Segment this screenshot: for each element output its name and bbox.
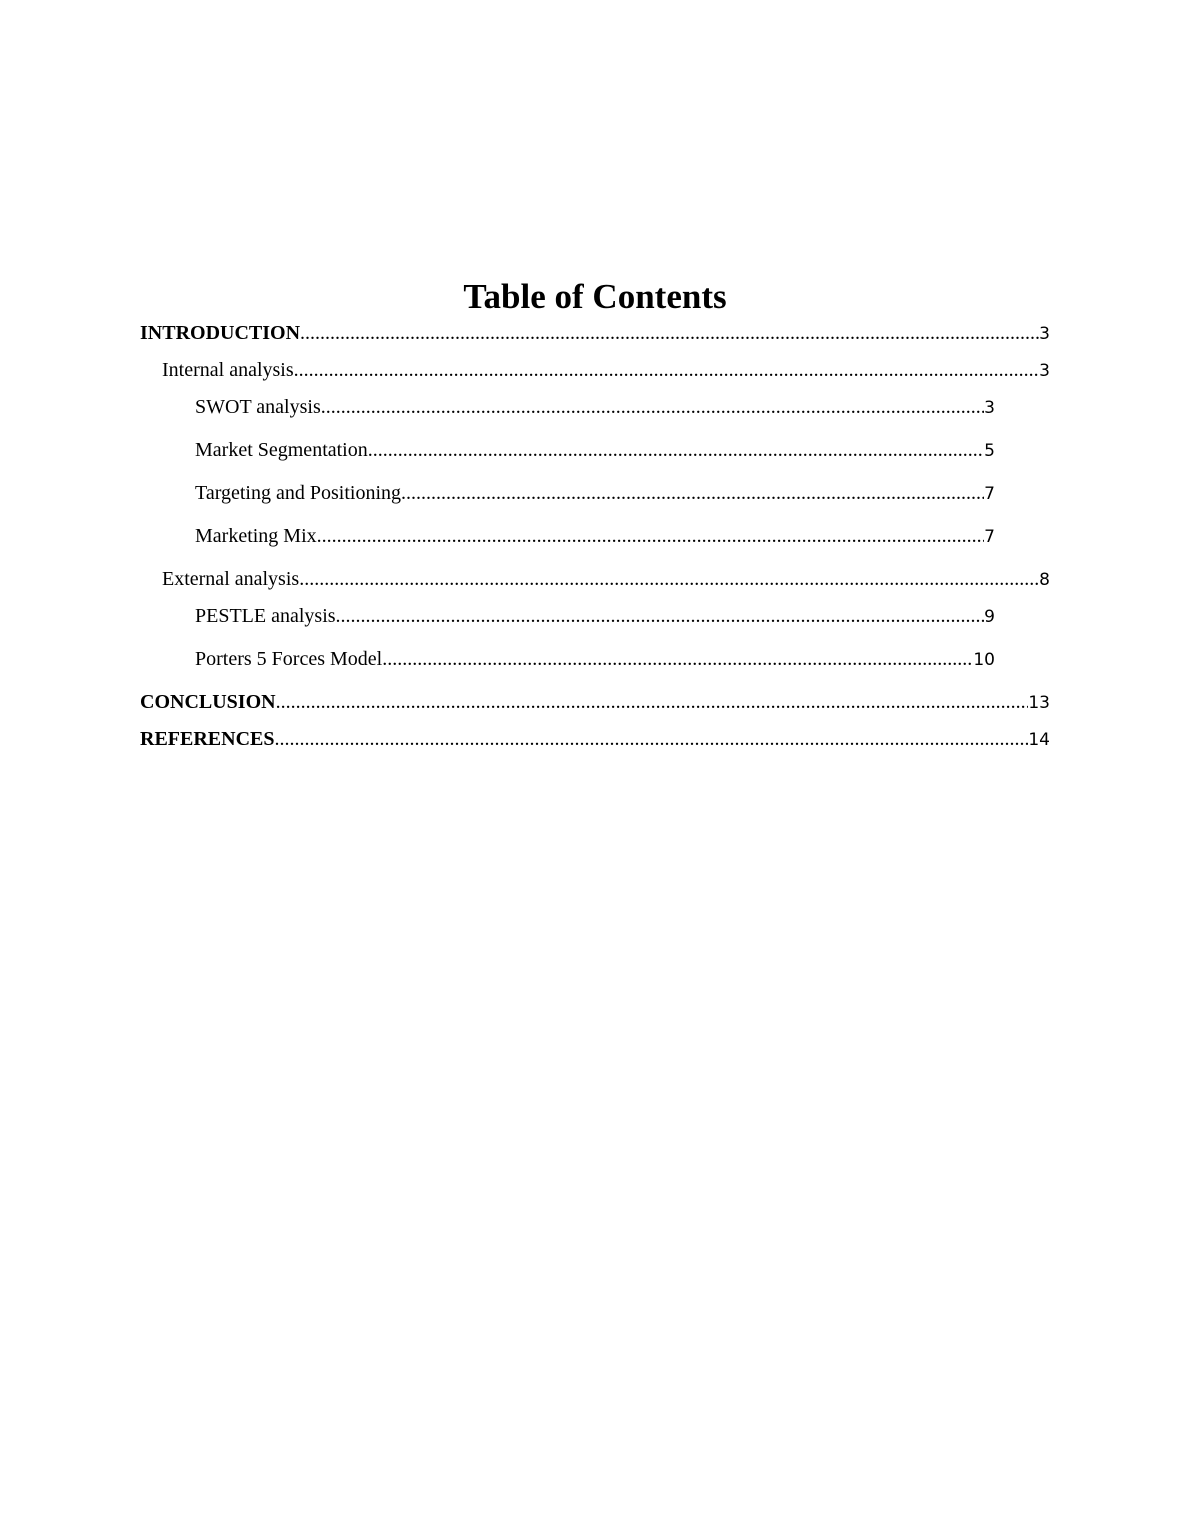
toc-page-number: 9 — [984, 607, 995, 627]
toc-entry-conclusion[interactable] — [140, 689, 1050, 715]
toc-page-number: 3 — [1039, 324, 1050, 344]
toc-entry-label: REFERENCES — [140, 728, 275, 750]
toc-entry-swot-analysis[interactable] — [195, 394, 995, 420]
toc-page-number: 8 — [1039, 570, 1050, 590]
toc-entry-external-analysis[interactable] — [162, 566, 1050, 592]
toc-dot-leader — [401, 480, 984, 506]
toc-entry-label: CONCLUSION — [140, 691, 276, 713]
toc-dot-leader — [336, 603, 985, 629]
toc-entry-introduction[interactable] — [140, 320, 1050, 346]
toc-entry-marketing-mix[interactable] — [195, 523, 995, 549]
toc-page-number: 14 — [1028, 730, 1050, 750]
toc-page-number: 3 — [1039, 361, 1050, 381]
toc-title: Table of Contents — [463, 277, 727, 316]
toc-entry-label: Porters 5 Forces Model — [195, 648, 383, 670]
toc-dot-leader — [317, 523, 985, 549]
toc-entry-label: SWOT analysis — [195, 396, 321, 418]
toc-entry-porters-5-forces[interactable] — [195, 646, 995, 672]
toc-dot-leader — [274, 726, 1028, 752]
toc-page-number: 7 — [984, 484, 995, 504]
toc-dot-leader — [382, 646, 973, 672]
toc-page-number: 13 — [1028, 693, 1050, 713]
toc-entry-label: External analysis — [162, 568, 300, 590]
toc-entry-label: INTRODUCTION — [140, 322, 301, 344]
toc-entry-label: Marketing Mix — [195, 525, 317, 547]
toc-page-number: 5 — [984, 441, 995, 461]
toc-dot-leader — [368, 437, 984, 463]
toc-page-number: 7 — [984, 527, 995, 547]
toc-entry-pestle-analysis[interactable] — [195, 603, 995, 629]
toc-entry-label: PESTLE analysis — [195, 605, 336, 627]
toc-entry-targeting-positioning[interactable] — [195, 480, 995, 506]
toc-dot-leader — [300, 320, 1039, 346]
toc-dot-leader — [294, 357, 1040, 383]
toc-entry-label: Targeting and Positioning — [195, 482, 401, 504]
toc-entry-internal-analysis[interactable] — [162, 357, 1050, 383]
toc-page-number: 10 — [973, 650, 995, 670]
toc-dot-leader — [276, 689, 1029, 715]
toc-entry-market-segmentation[interactable] — [195, 437, 995, 463]
toc-page-number: 3 — [984, 398, 995, 418]
toc-entry-label: Internal analysis — [162, 359, 294, 381]
toc-entry-references[interactable] — [140, 726, 1050, 752]
toc-entry-label: Market Segmentation — [195, 439, 368, 461]
toc-dot-leader — [299, 566, 1039, 592]
toc-dot-leader — [321, 394, 984, 420]
